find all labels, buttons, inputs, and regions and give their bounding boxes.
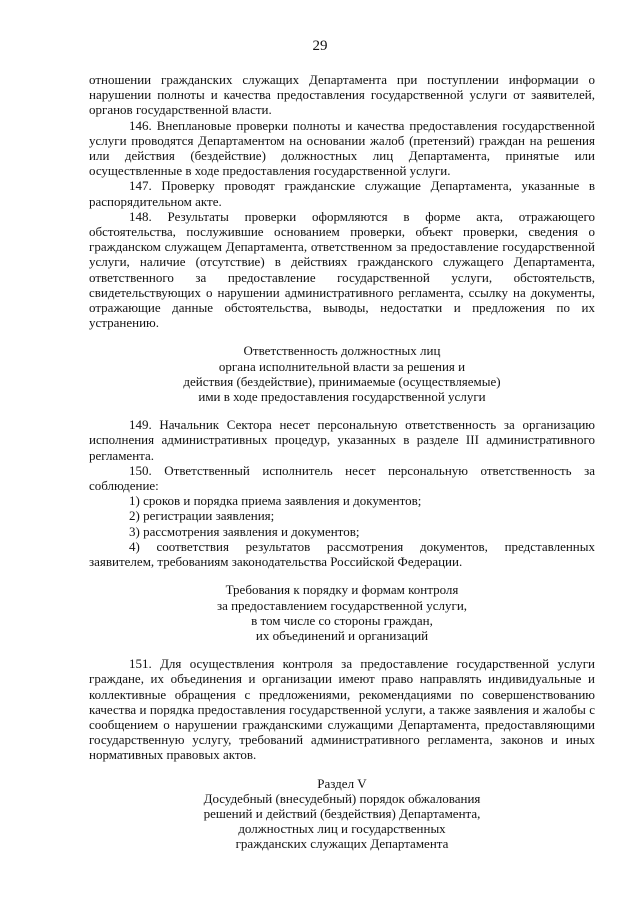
paragraph-146: 146. Внеплановые проверки полноты и качества предоставления государственной услуги проводятся Департаментом на основании жалоб (претензий) граждан на решения или действия (бездействие) должностных лиц Департамента, принятые или осуществленные в ходе предоставления государственной услуги. xyxy=(89,117,595,179)
list-item: 3) рассмотрения заявления и документов; xyxy=(129,523,360,539)
heading-line: Требования к порядку и формам контроля xyxy=(225,582,459,598)
heading-line: ими в ходе предоставления государственной услуги xyxy=(198,389,486,405)
section-title-line: должностных лиц и государственных xyxy=(238,821,446,837)
heading-control xyxy=(89,582,595,643)
list-item: 4) соответствия результатов рассмотрения документов, представленных заявителем, требованиям законодательства Российской Федерации. xyxy=(89,538,595,570)
paragraph-149: 149. Начальник Сектора несет персональную ответственность за организацию исполнения административных процедур, указанных в разделе III административного регламента. xyxy=(89,417,595,463)
section-title-line: гражданских служащих Департамента xyxy=(235,836,449,852)
heading-line: действия (бездействие), принимаемые (осуществляемые) xyxy=(183,373,501,389)
paragraph-150: 150. Ответственный исполнитель несет персональную ответственность за соблюдение: xyxy=(89,462,595,494)
section-title-line: решений и действий (бездействия) Департамента, xyxy=(203,805,481,821)
heading-line: их объединений и организаций xyxy=(255,627,429,643)
heading-line: в том числе со стороны граждан, xyxy=(251,612,433,628)
heading-responsibility xyxy=(89,343,595,404)
section-v-heading xyxy=(89,776,595,852)
heading-line: органа исполнительной власти за решения и xyxy=(218,358,466,374)
list-item: 2) регистрации заявления; xyxy=(129,508,275,524)
heading-line: Ответственность должностных лиц xyxy=(243,343,441,359)
document-body xyxy=(89,72,595,852)
list-item: 1) сроков и порядка приема заявления и документов; xyxy=(129,493,422,509)
paragraph-151: 151. Для осуществления контроля за предоставление государственной услуги граждане, их объединения и организации имеют право направлять индивидуальные и коллективные обращения с предложениями, рекомендациями по совершенствованию качества и порядка предоставления государственной услуги, а также заявления и жалобы с сообщением о нарушении гражданскими служащими Департамента, предоставляющими государственную услугу, требований административного регламента, законов и иных нормативных правовых актов. xyxy=(89,656,595,763)
page-number: 29 xyxy=(312,38,328,54)
section-label: Раздел V xyxy=(317,775,367,791)
section-title-line: Досудебный (внесудебный) порядок обжалования xyxy=(203,790,481,806)
paragraph-148: 148. Результаты проверки оформляются в форме акта, отражающего обстоятельства, послужившие основанием проверки, объект проверки, сведения о гражданском служащем Департамента, ответственном за предоставление государственной услуги, наличие (отсутствие) в действиях гражданского служащего Департамента, ответственного за предоставление государственной услуги, обстоятельств, свидетельствующих о нарушении административного регламента, ссылку на документы, отражающие данные обстоятельства, выводы, недостатки и предложения по их устранению. xyxy=(89,208,595,331)
paragraph-continuation: отношении гражданских служащих Департамента при поступлении информации о нарушении полноты и качества предоставления государственной услуги от заявителей, органов государственной власти. xyxy=(89,72,595,118)
heading-line: за предоставлением государственной услуги, xyxy=(216,597,468,613)
paragraph-147: 147. Проверку проводят гражданские служащие Департамента, указанные в распорядительном акте. xyxy=(89,178,595,209)
